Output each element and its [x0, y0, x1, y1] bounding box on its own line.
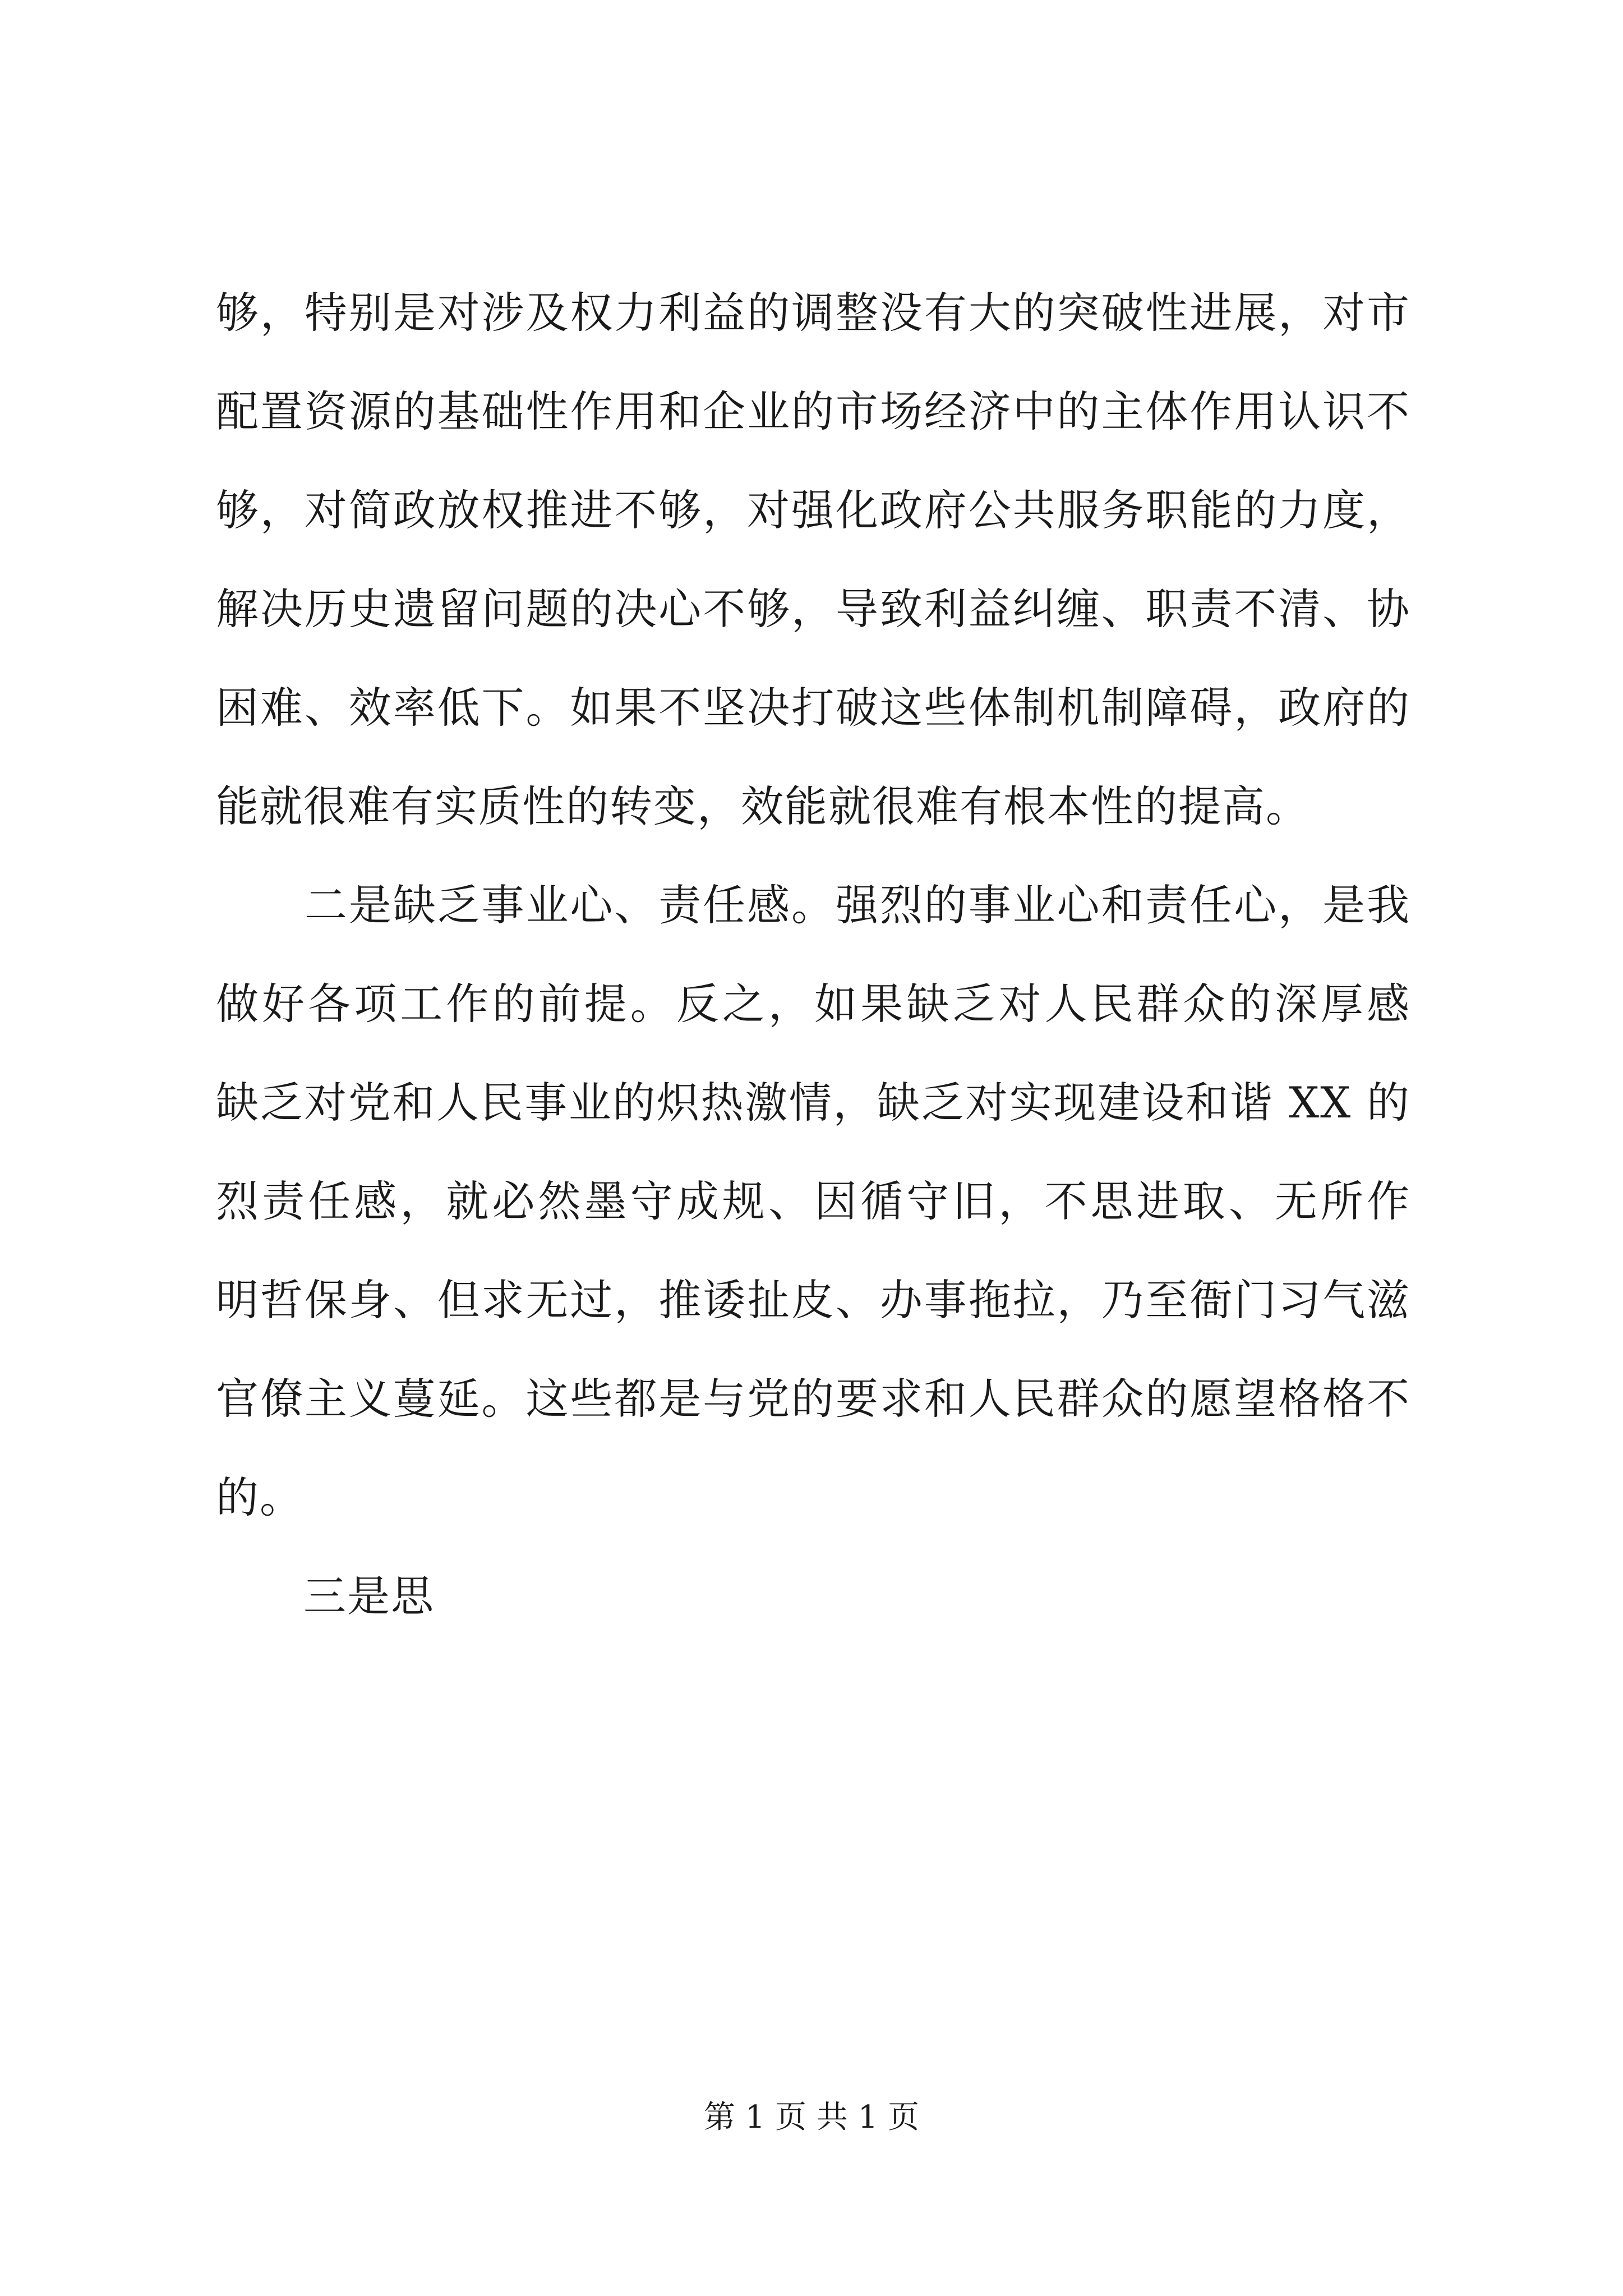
text-line: 烈责任感，就必然墨守成规、因循守旧，不思进取、无所作	[216, 1176, 1410, 1226]
document-body	[216, 264, 1410, 1646]
text-line: 二是缺乏事业心、责任感。强烈的事业心和责任心，是我	[304, 880, 1410, 930]
text-line: 困难、效率低下。如果不坚决打破这些体制机制障碍，政府的	[216, 683, 1410, 733]
text-line: 配置资源的基础性作用和企业的市场经济中的主体作用认识不	[216, 386, 1410, 436]
text-line: 够，对简政放权推进不够，对强化政府公共服务职能的力度，	[216, 485, 1410, 535]
text-line: 官僚主义蔓延。这些都是与党的要求和人民群众的愿望格格不	[216, 1374, 1410, 1424]
text-line: 够，特别是对涉及权力利益的调整没有大的突破性进展，对市	[216, 288, 1410, 338]
page-footer: 第 1 页 共 1 页	[703, 2099, 920, 2136]
text-line: 三是思	[216, 1571, 435, 1621]
text-line: 的。	[216, 1473, 303, 1522]
text-line: 解决历史遗留问题的决心不够，导致利益纠缠、职责不清、协	[216, 584, 1410, 634]
text-line: 缺乏对党和人民事业的炽热激情，缺乏对实现建设和谐 XX 的	[216, 1078, 1410, 1128]
text-line: 明哲保身、但求无过，推诿扯皮、办事拖拉，乃至衙门习气滋	[216, 1275, 1410, 1325]
text-line: 做好各项工作的前提。反之，如果缺乏对人民群众的深厚感	[216, 979, 1410, 1029]
text-line: 能就很难有实质性的转变，效能就很难有根本性的提高。	[216, 781, 1310, 831]
